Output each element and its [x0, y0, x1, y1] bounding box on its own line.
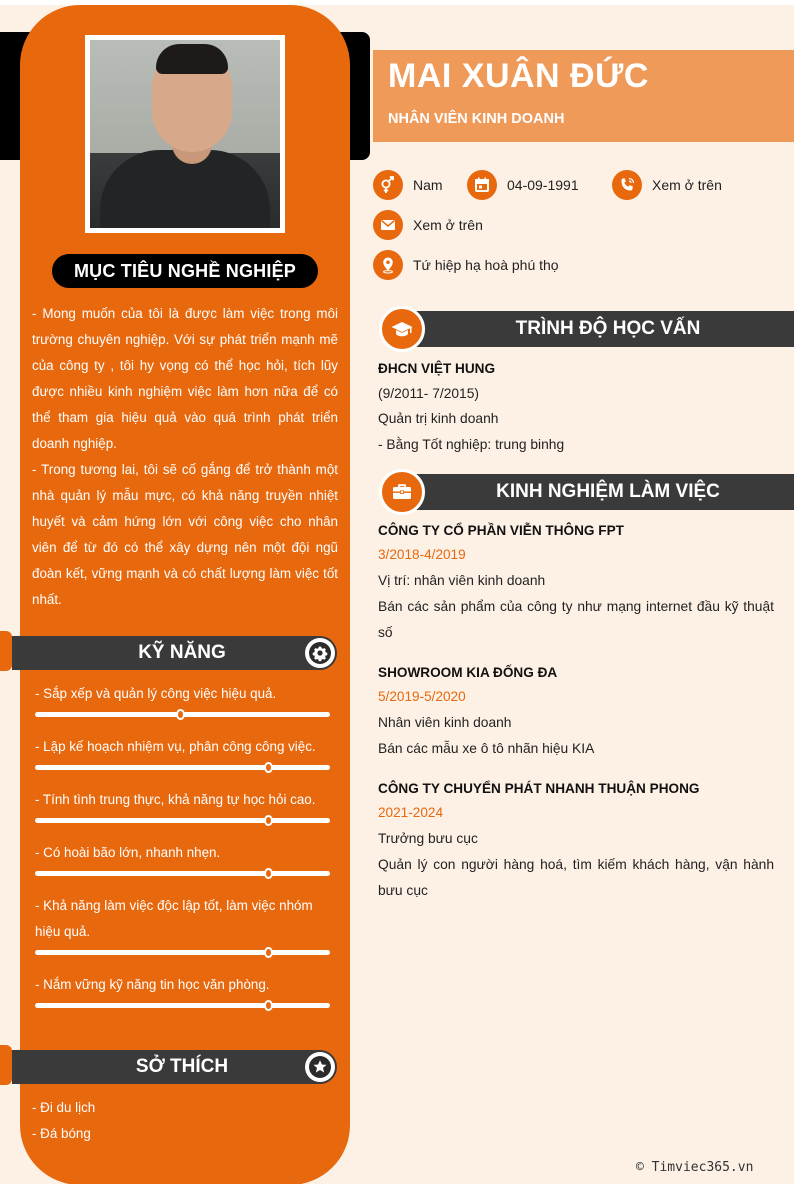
skill-level-bar [35, 871, 330, 876]
decor-stub [0, 631, 12, 671]
skill-label: - Lập kế hoạch nhiệm vụ, phân công công việc. [35, 739, 316, 754]
cv-page [0, 5, 794, 1184]
job-position: Vị trí: nhân viên kinh doanh [378, 573, 546, 588]
address-value: Tứ hiệp hạ hoà phú thọ [413, 257, 559, 273]
school-name: ĐHCN VIỆT HUNG [378, 361, 496, 376]
skill-level-knob [264, 1000, 273, 1011]
star-icon [305, 1052, 335, 1082]
footer-credit: © Timviec365.vn [636, 1160, 754, 1175]
hobby-item: - Đá bóng [32, 1126, 91, 1141]
skill-label: - Tính tình trung thực, khả năng tự học hỏi cao. [35, 792, 316, 807]
full-name: MAI XUÂN ĐỨC [388, 57, 649, 95]
graduation-cap-icon [379, 306, 425, 352]
job-date: 5/2019-5/2020 [378, 689, 466, 704]
gear-icon [305, 638, 335, 668]
skill-level-knob [264, 762, 273, 773]
skill-label: - Có hoài bão lớn, nhanh nhẹn. [35, 845, 221, 860]
skill-level-knob [264, 947, 273, 958]
skill-level-bar [35, 712, 330, 717]
email-icon [373, 210, 403, 240]
decor-stub [0, 1045, 12, 1085]
objective-paragraph: - Mong muốn của tôi là được làm việc trong môi trường chuyên nghiệp. Với sự phát triển mạnh mẽ của công ty , tôi hy vọng có thể học hỏi, tích lũy được nhiều kinh nghiệm việc làm hơn nữa để có thể tham gia hiệu quả vào quá trình phát triển doanh nghiệp. [32, 306, 338, 451]
hobby-item: - Đi du lịch [32, 1100, 96, 1115]
skill-label: - Khả năng làm việc độc lập tốt, làm việc nhóm hiệu quả. [35, 898, 313, 939]
skill-level-knob [176, 709, 185, 720]
gender-value: Nam [413, 177, 443, 193]
experience-title: KINH NGHIỆM LÀM VIỆC [496, 481, 720, 502]
skills-header [12, 636, 337, 670]
objective-paragraph: - Trong tương lai, tôi sẽ cố gắng để trở thành một nhà quản lý mẫu mực, có khả năng truyền nhiệt huyết và cảm hứng lớn với công việc cho nhân viên để từ đó có thể xây dựng nên một đội ngũ đoàn kết, vững mạnh và có chất lượng làm việc tốt nhất. [32, 462, 338, 607]
avatar [85, 35, 285, 233]
objective-text [32, 301, 338, 613]
hobbies-header [12, 1050, 337, 1084]
job-company: SHOWROOM KIA ĐỐNG ĐA [378, 665, 558, 680]
education-title: TRÌNH ĐỘ HỌC VẤN [515, 318, 701, 339]
school-degree: - Bằng Tốt nghiệp: trung binhg [378, 437, 565, 452]
phone-icon [612, 170, 642, 200]
job-description: Bán các mẫu xe ô tô nhãn hiệu KIA [378, 741, 595, 756]
skill-level-bar [35, 1003, 330, 1008]
objective-title: MỤC TIÊU NGHỀ NGHIỆP [52, 254, 318, 288]
location-icon [373, 250, 403, 280]
job-position: Trưởng bưu cục [378, 831, 478, 846]
job-description: Quản lý con người hàng hoá, tìm kiếm khách hàng, vận hành bưu cục [378, 857, 774, 898]
calendar-icon [467, 170, 497, 200]
job-company: CÔNG TY CỔ PHẦN VIỄN THÔNG FPT [378, 523, 624, 538]
education-header [398, 311, 794, 347]
school-major: Quản trị kinh doanh [378, 411, 499, 426]
job-description: Bán các sản phẩm của công ty như mạng internet đầu kỹ thuật số [378, 599, 774, 640]
birthday-value: 04-09-1991 [507, 177, 579, 193]
skill-level-bar [35, 765, 330, 770]
skills-title: KỸ NĂNG [138, 642, 226, 663]
hobbies-title: SỞ THÍCH [135, 1056, 229, 1077]
experience-header [398, 474, 794, 510]
school-period: (9/2011- 7/2015) [378, 386, 479, 401]
phone-value: Xem ở trên [652, 177, 722, 193]
skill-level-bar [35, 950, 330, 955]
job-position: Nhân viên kinh doanh [378, 715, 512, 730]
job-date: 2021-2024 [378, 805, 444, 820]
job-company: CÔNG TY CHUYỂN PHÁT NHANH THUẬN PHONG [378, 781, 700, 796]
skill-level-bar [35, 818, 330, 823]
email-value: Xem ở trên [413, 217, 483, 233]
skill-level-knob [264, 868, 273, 879]
gender-icon [373, 170, 403, 200]
briefcase-icon [379, 469, 425, 515]
job-date: 3/2018-4/2019 [378, 547, 466, 562]
skill-label: - Nắm vững kỹ năng tin học văn phòng. [35, 977, 270, 992]
job-title: NHÂN VIÊN KINH DOANH [388, 111, 565, 127]
skill-label: - Sắp xếp và quản lý công việc hiệu quả. [35, 686, 277, 701]
skill-level-knob [264, 815, 273, 826]
